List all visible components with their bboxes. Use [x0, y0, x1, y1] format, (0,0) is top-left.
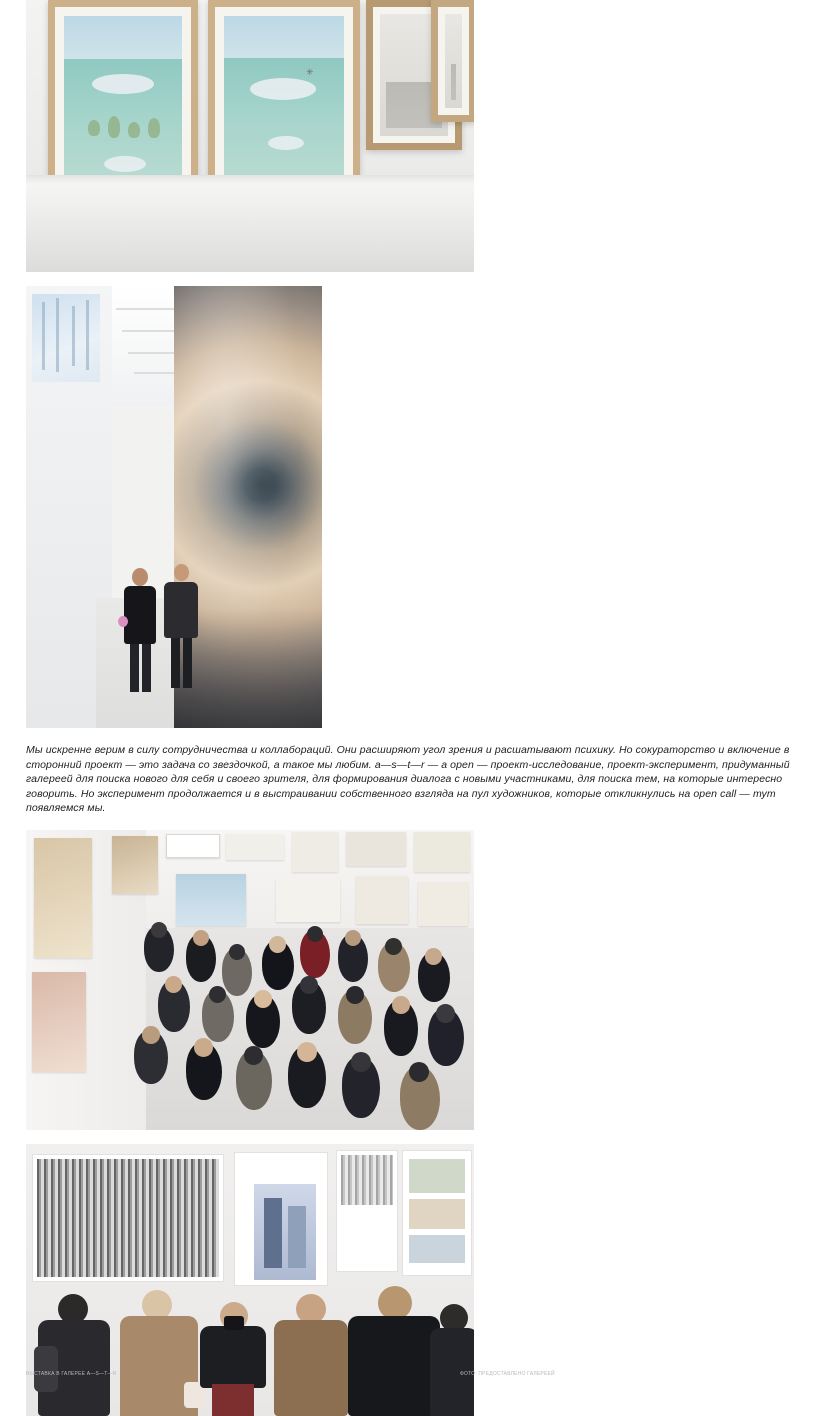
- artwork-panel: [402, 1150, 472, 1276]
- print-tree: [108, 116, 120, 138]
- crowd-head: [269, 936, 286, 953]
- large-abstract-painting: [174, 286, 322, 728]
- crowd-head: [346, 986, 364, 1004]
- door-artwork: [254, 1184, 316, 1280]
- crowd-head: [209, 986, 226, 1003]
- figure-crowd-overhead-view: [26, 830, 474, 1130]
- article-content: [26, 0, 802, 1416]
- crowd-head: [300, 976, 318, 994]
- figure-framed-prints-installation: [26, 0, 474, 272]
- crowd-head: [165, 976, 182, 993]
- wall-artwork: [32, 972, 86, 1072]
- artwork-panel: [336, 1150, 398, 1272]
- wall-artwork: [176, 874, 246, 926]
- crowd-head: [351, 1052, 371, 1072]
- crowd-head: [345, 930, 361, 946]
- wall-artwork: [226, 834, 284, 860]
- footer-right-text: ФОТО: ПРЕДОСТАВЛЕНО ГАЛЕРЕЕЙ: [460, 1371, 555, 1377]
- wall-artwork: [34, 838, 92, 958]
- crowd-head: [244, 1046, 263, 1065]
- crowd-head: [142, 1026, 160, 1044]
- print-artwork: [64, 16, 182, 194]
- crowd-head: [385, 938, 402, 955]
- wall-artwork: [112, 836, 158, 894]
- print-bird-icon: ✳: [306, 67, 314, 77]
- wall-artwork: [356, 876, 408, 924]
- print-blob: [104, 156, 146, 172]
- print-tree: [128, 122, 140, 138]
- print-artwork: [224, 16, 344, 190]
- wall-artwork: [418, 882, 468, 926]
- left-wall-artwork: [32, 294, 100, 382]
- print-sky: [224, 16, 344, 58]
- crowd-head: [436, 1004, 455, 1023]
- print-sky: [64, 16, 182, 59]
- print-blob: [92, 74, 154, 94]
- display-plinth: [26, 175, 474, 272]
- wall-artwork: [276, 878, 340, 922]
- print-blob: [268, 136, 304, 150]
- framed-photo-4: [431, 0, 474, 122]
- crowd-head: [254, 990, 272, 1008]
- print-tree: [88, 120, 100, 136]
- crowd-head: [193, 930, 209, 946]
- photo-artwork: [445, 14, 462, 108]
- wall-artwork: [414, 832, 470, 872]
- article-paragraph: Мы искренне верим в силу сотрудничества и коллабораций. Они расширяют угол зрения и расшатывают психику. Но сокураторство и включение в сторонний проект — это задача со звездочкой, а такое мы любим. а—s—t—r — а open — проект-исследование, проект-эксперимент, придуманный галереей для поиска нового для себя и своего зрителя, для формирования диалога с новыми участниками, для поиска тем, на которые интересно говорить. Но эксперимент продолжается и в выстраивании собственного взгляда на пул художников, которые откликнулись на open call — тут появляемся мы.: [26, 744, 790, 815]
- print-blob: [250, 78, 316, 100]
- crowd-head: [194, 1038, 213, 1057]
- crowd-head: [307, 926, 323, 942]
- page-footer: [0, 1370, 828, 1378]
- crowd-head: [392, 996, 410, 1014]
- wall-label: [166, 834, 220, 858]
- artwork-panel: [32, 1154, 224, 1282]
- crowd-head: [409, 1062, 429, 1082]
- crowd-head: [151, 922, 167, 938]
- crowd-head: [297, 1042, 317, 1062]
- crowd-head: [229, 944, 245, 960]
- wall-artwork: [346, 832, 406, 866]
- crowd-head: [425, 948, 442, 965]
- footer-left-text: ВЫСТАВКА В ГАЛЕРЕЕ A—S—T—R: [26, 1371, 117, 1377]
- figure-corridor-with-large-painting: [26, 286, 322, 728]
- wall-artwork: [292, 832, 338, 872]
- print-tree: [148, 118, 160, 138]
